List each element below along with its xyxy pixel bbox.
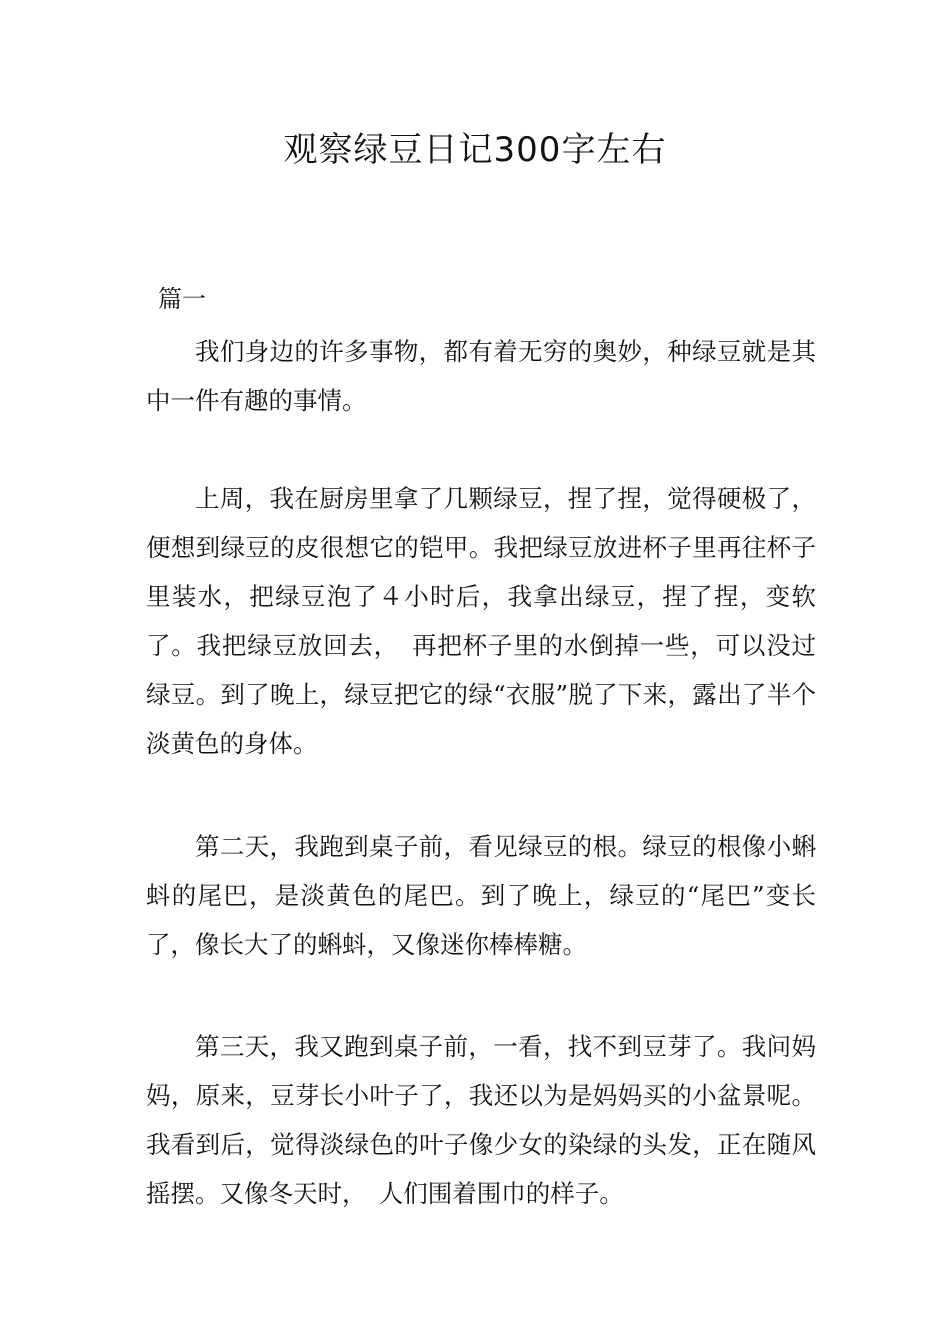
section-label: 篇一 (158, 285, 206, 313)
paragraph-4: 第三天，我又跑到桌子前，一看，找不到豆芽了。我问妈妈，原来，豆芽长小叶子了，我还以为是妈妈买的小盆景呢。我看到后，觉得淡绿色的叶子像少女的染绿的头发，正在随风摇摆。又像冬天时， 人们围着围巾的样子。 (146, 1032, 816, 1208)
document-title: 观察绿豆日记300字左右 (283, 130, 667, 170)
paragraph-3: 第二天，我跑到桌子前，看见绿豆的根。绿豆的根像小蝌蚪的尾巴，是淡黄色的尾巴。到了晚上，绿豆的“尾巴”变长了，像长大了的蝌蚪，又像迷你棒棒糖。 (146, 832, 816, 959)
paragraph-2: 上周，我在厨房里拿了几颗绿豆，捏了捏，觉得硬极了，便想到绿豆的皮很想它的铠甲。我把绿豆放进杯子里再往杯子里装水，把绿豆泡了４小时后，我拿出绿豆，捏了捏，变软了。我把绿豆放回去， 再把杯子里的水倒掉一些，可以没过绿豆。到了晚上，绿豆把它的绿“衣服”脱了下来，露出了半个淡黄色的身体。 (146, 484, 816, 758)
paragraph-1: 我们身边的许多事物，都有着无穷的奥妙，种绿豆就是其中一件有趣的事情。 (146, 337, 816, 415)
